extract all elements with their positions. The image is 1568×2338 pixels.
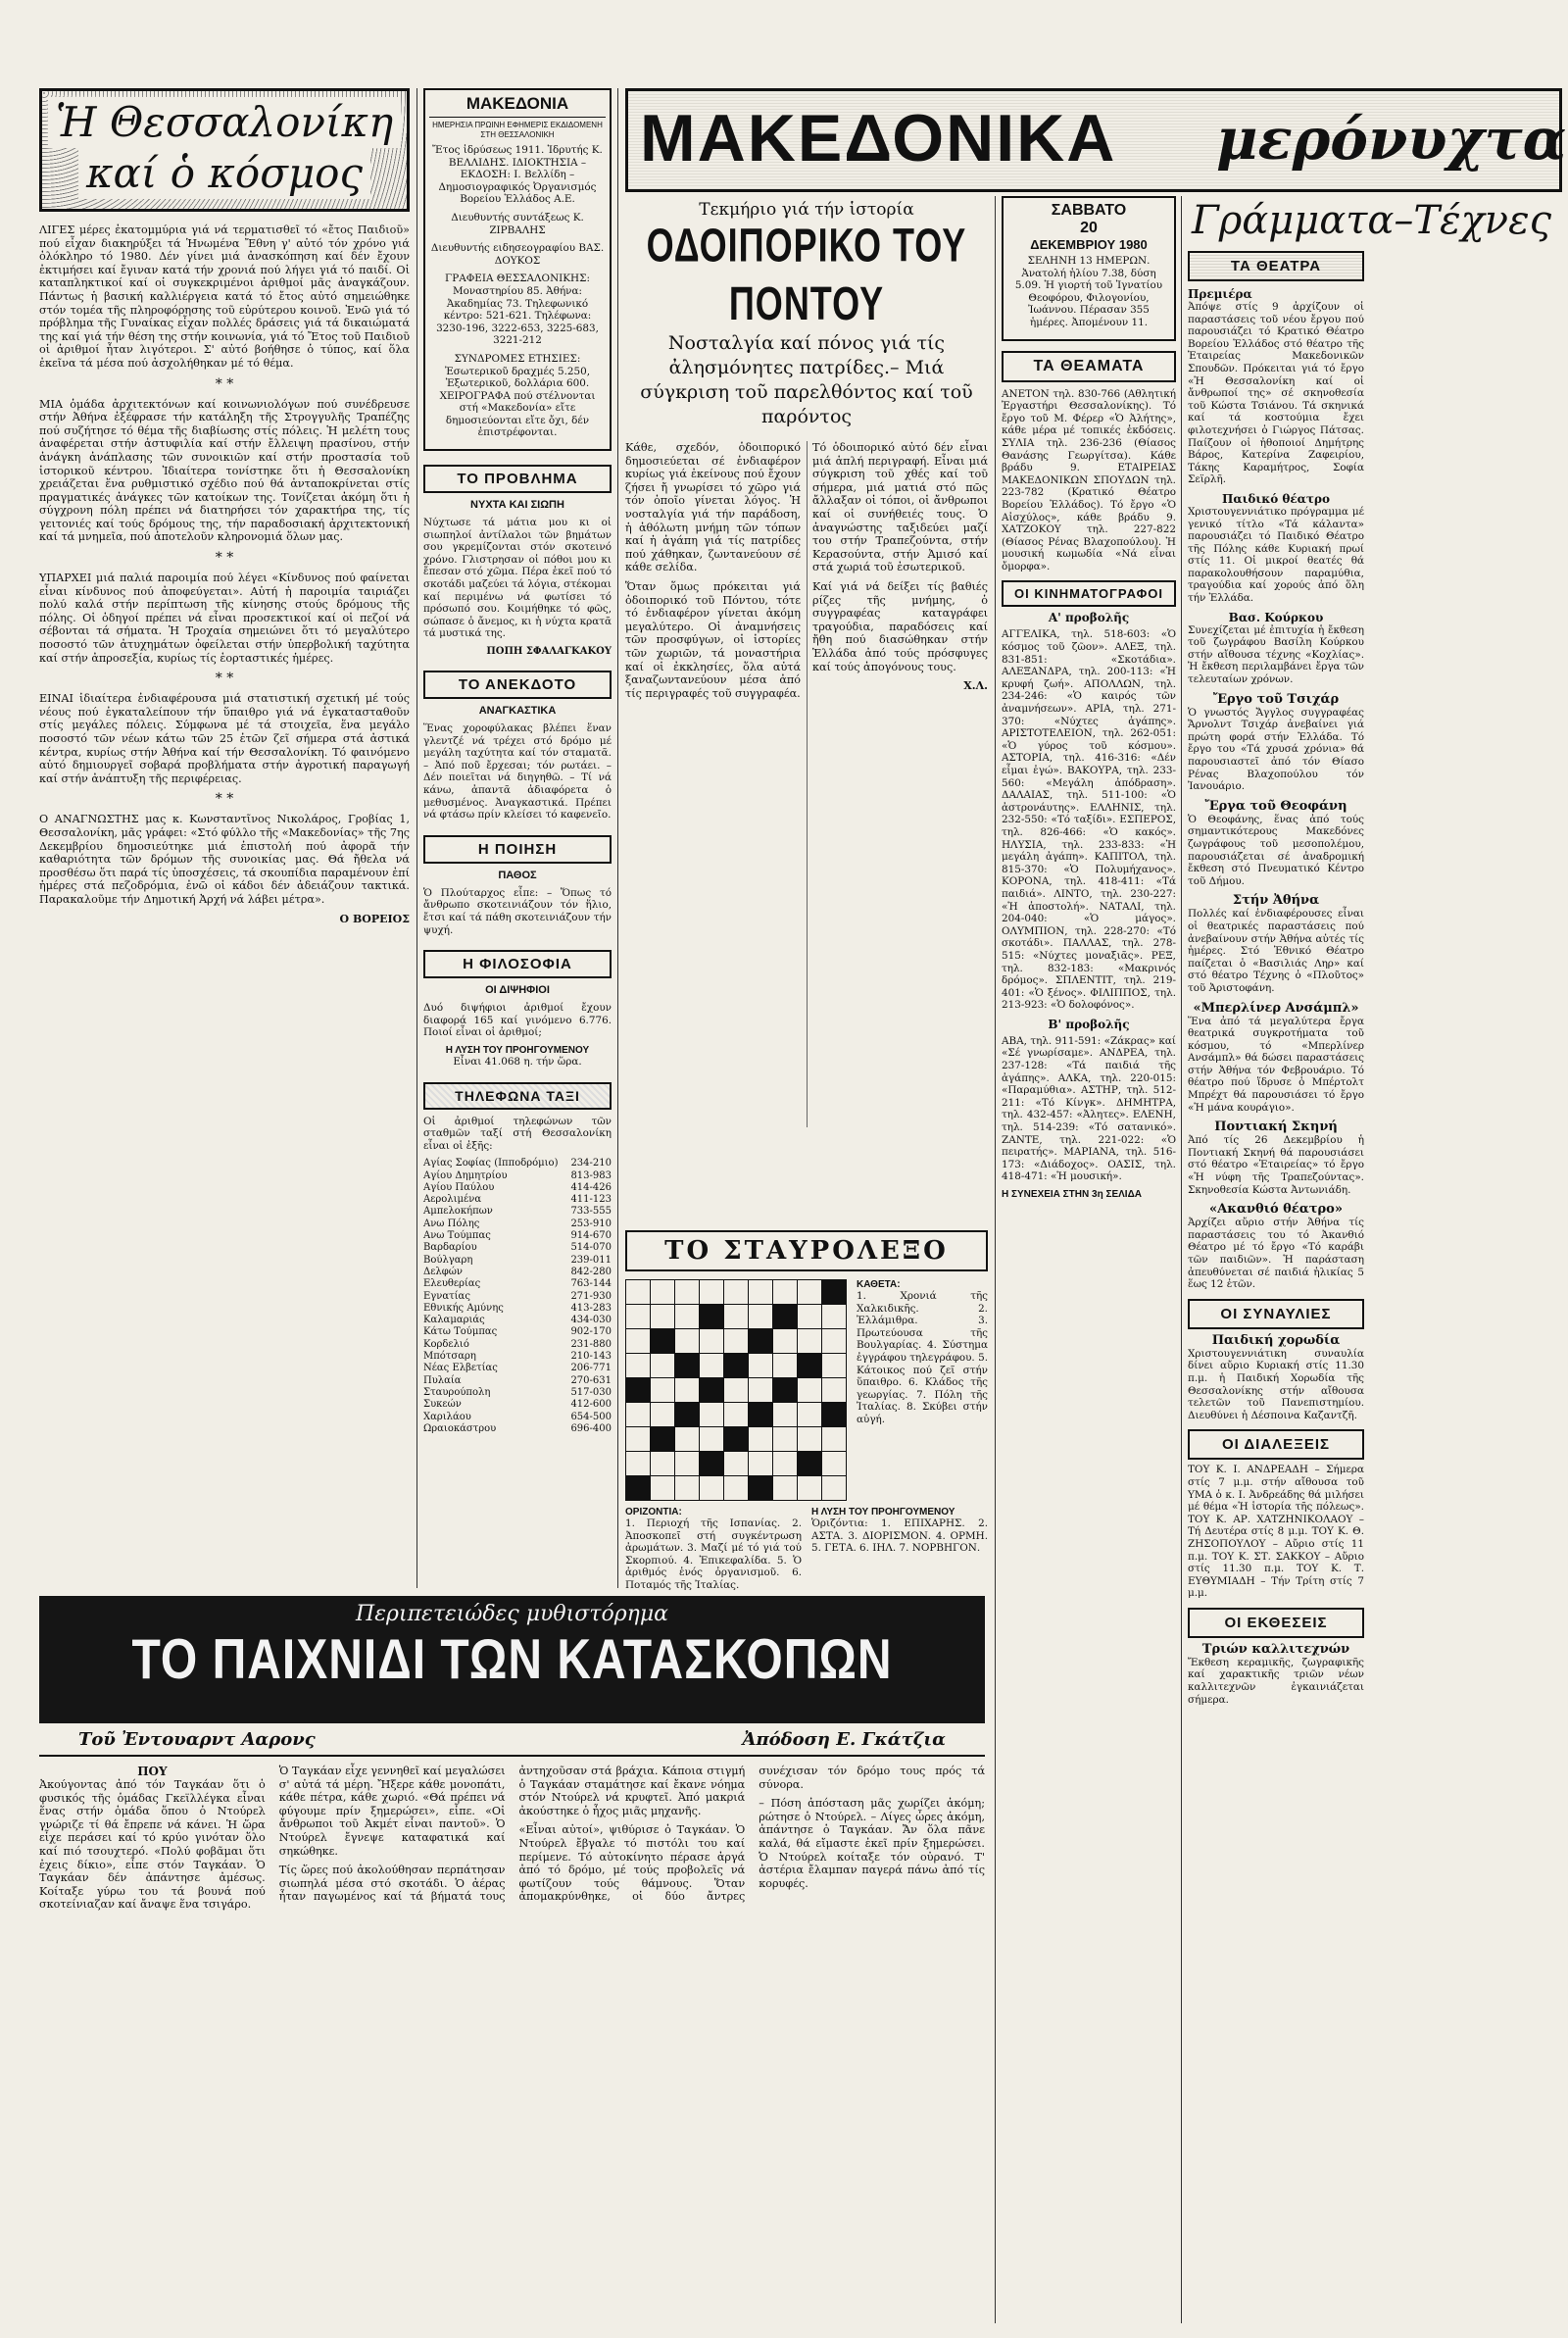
crossword-cell <box>798 1476 822 1501</box>
left-header-title: Ἡ Θεσσαλονίκη <box>48 97 401 148</box>
serial-kicker: Περιπετειώδες μυθιστόρημα <box>356 1602 668 1626</box>
taxi-phone: 813-983 <box>570 1169 612 1181</box>
athens-heading: Στήν Ἀθήνα <box>1232 893 1320 909</box>
article-paragraph: Ο ΑΝΑΓΝΩΣΤΗΣ μας κ. Κωνσταντῖνος Νικολάρος, Γροβίας 1, Θεσσαλονίκη, μᾶς γράφει: «Στό φύλλο τῆς «Μακεδονίας» τῆς 7ης Δεκεμβρίου δημοσιεύτηκε μιά ἐπιστολή πού ἀφορᾶ τήν καθαριότητα τῶν δρόμων τῆς συνοικίας μας. Θά ἤθελα νά προσθέσω ὅτι παρά τίς ὑποσχέσεις, τά σκουπίδια παραμένουν ἐπί ἡμέρες στά πεζοδρόμια, ἐνῶ οἱ κάδοι δέν ἀδειάζουν τακτικά. Παρακαλοῦμε τήν Δημοτική Ἀρχή νά λάβει μέτρα». <box>39 813 410 906</box>
article-paragraph: Τό ὁδοιπορικό αὐτό δέν εἶναι μιά ἁπλή περιγραφή. Εἶναι μιά σύγκριση τοῦ χθές καί τοῦ σήμερα, μιά ματιά στό πῶς ἄλλαξαν οἱ τόποι, οἱ ἄνθρωποι καί οἱ συνήθειές τους. Ὁ ἀναγνώστης ταξιδεύει μαζί του στήν Τραπεζούντα, στήν Κερασούντα, στήν Ἀμισό καί στά χωριά τοῦ ἐσωτερικοῦ. <box>812 441 988 574</box>
taxi-phone: 412-600 <box>570 1399 612 1411</box>
serial-paragraph: Τίς ὥρες πού ἀκολούθησαν περπάτησαν σιωπηλά μέσα στό σκοτάδι. Ὁ ἀέρας ἦταν παγωμένος καί τά βήματά τους ἀντηχοῦσαν στά βράχια. Κάποια στιγμή ὁ Ταγκάαν σταμάτησε καί ἔκανε νόημα στόν Ντούρελ νά κρυφτεῖ. Ἀπό μακριά ἀκούστηκε ὁ ἦχος μιᾶς μηχανῆς. <box>278 1765 746 1904</box>
kids-theater-text: Χριστουγεννιάτικο πρόγραμμα μέ γενικό τίτλο «Τά κάλαντα» παρουσιάζει τό Παιδικό Θέατρο τῆς Πόλης κάθε Κυριακή πρωί στίς 11. Οἱ μικροί θεατές θά παρακολουθήσουν παραμύθια, τραγούδια καί χορούς ἀπό ὅλη τήν Ἑλλάδα. <box>1188 505 1364 605</box>
taxi-row <box>423 1326 612 1338</box>
taxi-row <box>423 1303 612 1315</box>
crossword-cell <box>626 1476 651 1501</box>
akanthio-heading: «Ακανθιό θέατρο» <box>1209 1202 1343 1218</box>
taxi-row <box>423 1158 612 1169</box>
crossword-cell <box>773 1280 798 1305</box>
taxi-station: Αγίας Σοφίας (Ιπποδρόμιο) <box>423 1158 559 1169</box>
cinemas-heading: ΟΙ ΚΙΝΗΜΑΤΟΓΡΑΦΟΙ <box>1002 580 1176 607</box>
taxi-station: Αγίου Παύλου <box>423 1181 495 1193</box>
crossword-cell <box>651 1378 675 1403</box>
serial-author: Τοῦ Ἐντουαρντ Ααρονς <box>78 1729 316 1750</box>
crossword-cell <box>749 1403 773 1427</box>
taxi-row <box>423 1194 612 1206</box>
crossword-cell <box>700 1452 724 1476</box>
separator-stars: * * <box>215 671 234 687</box>
serial-banner <box>39 1596 985 1723</box>
pontus-subtitle: Νοσταλγία καί πόνος γιά τίς ἀλησμόνητες πατρίδες.– Μιά σύγκριση τοῦ παρελθόντος καί τοῦ παρόντος <box>640 332 973 427</box>
taxi-phone: 271-930 <box>570 1290 612 1302</box>
crossword-cell <box>749 1305 773 1329</box>
poetry-heading: Η ΠΟΙΗΣΗ <box>423 835 612 864</box>
taxi-row <box>423 1351 612 1363</box>
pontus-article <box>625 196 988 1176</box>
taxi-phone: 270-631 <box>570 1374 612 1386</box>
athens-text: Πολλές καί ἐνδιαφέρουσες εἶναι οἱ θεατρικές παραστάσεις πού ἀνεβαίνουν στήν Ἀθήνα αὐτές τίς ἡμέρες. Στό Ἐθνικό Θέατρο παίζεται ὁ «Βασιλιάς Ληρ» καί στό θέατρο Τέχνης ὁ «Πλοῦτος» τοῦ Ἀριστοφάνη. <box>1188 908 1364 994</box>
separator-stars: * * <box>215 550 234 567</box>
crossword-cell <box>724 1354 749 1378</box>
crossword-cell <box>651 1427 675 1452</box>
taxi-row <box>423 1363 612 1374</box>
crossword-cell <box>749 1280 773 1305</box>
crossword-cell <box>651 1354 675 1378</box>
crossword-cell <box>773 1305 798 1329</box>
taxi-station: Εθνικής Αμύνης <box>423 1302 504 1314</box>
taxi-station: Κορδελιό <box>423 1338 469 1350</box>
serial-credits <box>39 1727 985 1757</box>
theater-listings: ΑΝΕΤΟΝ τηλ. 830-766 (Αθλητική Ἐργαστήρι Θεσσαλονίκης). Τό ἔργο τοῦ Μ. Φέρερ «Ὁ Ἀλήτης», κάθε μέρα μέ τοπικές ἐκδόσεις. ΣΥΛΙΑ τηλ. 236-236 (Θίασος Θανάσης Γεωργίτσα). Κάθε βράδυ 9. ΕΤΑΙΡΕΙΑΣ ΜΑΚΕΔΟΝΙΚΩΝ ΣΠΟΥΔΩΝ τηλ. 223-782 (Κρατικό Θέατρο Βορείου Ἑλλάδος). Τό ἔργο «Ὁ Αἰσχύλος», κάθε βράδυ 9. ΧΑΤΖΟΚΟΥ τηλ. 227-822 (Θίασος Ρένας Βλαχοπούλου). Ἡ μουσική κωμωδία «Νά εἶναι ὄμορφα». <box>1002 387 1176 572</box>
problem-heading: ΤΟ ΠΡΟΒΛΗΜΑ <box>423 465 612 493</box>
taxi-row <box>423 1315 612 1326</box>
pontus-signature: Χ.Λ. <box>963 679 988 693</box>
first-run-heading: Α' προβολῆς <box>1048 611 1130 625</box>
poetry-subheading: ΠΑΘΟΣ <box>498 869 537 881</box>
masthead-editor: Διευθυντής συντάξεως Κ. ΖΙΡΒΑΛΗΣ <box>451 211 584 236</box>
crossword-heading: ΤΟ ΣΤΑΥΡΟΛΕΞΟ <box>625 1230 988 1271</box>
taxi-phone: 654-500 <box>570 1411 612 1422</box>
left-header-box <box>39 88 410 212</box>
crossword-cell <box>626 1354 651 1378</box>
crossword-cell <box>724 1305 749 1329</box>
date-day: ΣΑΒΒΑΤΟ <box>1051 202 1127 219</box>
masthead-tagline: ΗΜΕΡΗΣΙΑ ΠΡΩΙΝΗ ΕΦΗΜΕΡΙΣ ΕΚΔΙΔΟΜΕΝΗ ΣΤΗ ΘΕΣΣΑΛΟΝΙΚΗ <box>432 121 603 139</box>
theaters-heading: ΤΑ ΘΕΑΤΡΑ <box>1188 251 1364 281</box>
crossword-grid <box>625 1279 847 1501</box>
taxi-station: Ανω Τούμπας <box>423 1230 491 1242</box>
taxi-station: Αγίου Δημητρίου <box>423 1169 508 1181</box>
serial-title: ΤΟ ΠΑΙΧΝΙΔΙ ΤΩΝ ΚΑΤΑΣΚΟΠΩΝ <box>131 1628 893 1692</box>
taxi-phone: 210-143 <box>570 1351 612 1363</box>
pontic-stage-text: Ἀπό τίς 26 Δεκεμβρίου ἡ Ποντιακή Σκηνή θά παρουσιάσει στό θέατρο «Ἑταιρείας» τό ἔργο «Ἡ νύφη τῆς Τραπεζούντας». Σκηνοθεσία Κώστα Ἀντωνιάδη. <box>1188 1134 1364 1196</box>
taxi-row <box>423 1412 612 1423</box>
article-paragraph: ΕΙΝΑΙ ἰδιαίτερα ἐνδιαφέρουσα μιά στατιστική σχετική μέ τούς νέους πού ἐγκαταλείπουν τήν ὕπαιθρο γιά νά ἐγκατασταθοῦν στίς μεγάλες πόλεις. Σύμφωνα μέ τά στοιχεῖα, ἕνα μεγάλο ποσοστό τῶν νέων κάτω τῶν 25 ἐτῶν ζεῖ σήμερα στά ἀστικά κέντρα, κυρίως στήν Ἀθήνα καί τήν Θεσσαλονίκη. Τό φαινόμενο αὐτό δημιουργεῖ σοβαρά προβλήματα στήν ἀγροτική παραγωγή καί στήν ἀνάπτυξη τῆς περιφέρειας. <box>39 692 410 785</box>
masthead-news-editor: Διευθυντής ειδησεογραφίου ΒΑΣ. ΔΟΥΚΟΣ <box>430 242 605 267</box>
taxi-phone: 763-144 <box>570 1278 612 1290</box>
taxi-phone: 902-170 <box>570 1326 612 1338</box>
column-rule <box>1181 196 1182 2323</box>
taxi-row <box>423 1219 612 1230</box>
crossword-cell <box>773 1378 798 1403</box>
crossword-cell <box>651 1329 675 1354</box>
crossword-cell <box>822 1452 847 1476</box>
crossword-cell <box>798 1354 822 1378</box>
crossword-cell <box>822 1476 847 1501</box>
taxi-row <box>423 1387 612 1399</box>
crossword-cell <box>798 1427 822 1452</box>
crossword-cell <box>822 1403 847 1427</box>
pontus-title: ΟΔΟΙΠΟΡΙΚΟ ΤΟΥ ΠΟΝΤΟΥ <box>646 217 967 330</box>
poetry-text: Ὁ Πλούταρχος εἶπε: – Ὅπως τό ἄνθρωπο σκοτεινιάζουν τόν ἥλιο, ἔτσι καί τά πάθη σκοτεινιάζουν τήν ψυχή. <box>423 886 612 936</box>
ensemble-heading: «Μπερλίνερ Ανσάμπλ» <box>1193 1000 1359 1016</box>
taxi-row <box>423 1291 612 1303</box>
second-run-heading: Β' προβολῆς <box>1048 1017 1130 1031</box>
problem-subheading: ΝΥΧΤΑ ΚΑΙ ΣΙΩΠΗ <box>470 499 564 512</box>
crossword-cell <box>822 1427 847 1452</box>
continued-note: Η ΣΥΝΕΧΕΙΑ ΣΤΗΝ 3η ΣΕΛΙΔΑ <box>1002 1189 1142 1200</box>
taxi-station: Εγνατίας <box>423 1290 470 1302</box>
taxi-station: Ανω Πόλης <box>423 1218 480 1229</box>
taxi-phone: 231-880 <box>570 1338 612 1350</box>
date-box <box>1002 196 1176 341</box>
taxi-station: Αερολιμένα <box>423 1194 482 1206</box>
crossword-cell <box>724 1452 749 1476</box>
crossword-clues-down <box>857 1279 988 1501</box>
crossword-cell <box>626 1280 651 1305</box>
crossword-cell <box>700 1427 724 1452</box>
taxi-station: Χαριλάου <box>423 1411 471 1422</box>
crossword-cell <box>700 1403 724 1427</box>
taxi-station: Δελφών <box>423 1266 463 1277</box>
down-heading: ΚΑΘΕΤΑ: <box>857 1279 901 1290</box>
taxi-phone: 411-123 <box>570 1194 612 1206</box>
choir-heading: Παιδική χορωδία <box>1211 1332 1341 1348</box>
left-header-subtitle: καί ὁ κόσμος <box>78 148 370 199</box>
taxi-phone: 842-280 <box>570 1266 612 1277</box>
across-clues: 1. Περιοχή τῆς Ισπανίας. 2. Ἀποσκοπεῖ στή συγκέντρωση ἀρωμάτων. 3. Μαζί μέ τό γιά τού Σκορπιού. 4. Ἐπικεφαλίδα. 5. Ὁ ἀριθμός ἑνός ὀργανισμοῦ. 6. Ποταμός τῆς Ἰταλίας. <box>625 1517 802 1591</box>
taxi-phone: 234-210 <box>570 1158 612 1169</box>
info-column <box>423 88 612 1588</box>
crossword-cell <box>651 1280 675 1305</box>
crossword-cell <box>724 1329 749 1354</box>
exhibition-text: Ἔκθεση κεραμικῆς, ζωγραφικῆς καί χαρακτικῆς τριῶν νέων καλλιτεχνῶν ἐγκαινιάζεται σήμερα. <box>1188 1656 1364 1706</box>
article-paragraph: ΥΠΑΡΧΕΙ μιά παλιά παροιμία πού λέγει «Κίνδυνος πού φαίνεται εἶναι κίνδυνος πού ἀποφεύγεται». Αὐτή ἡ παροιμία ταιριάζει πολύ καλά στήν περίπτωση τῆς κίνησης στούς δρόμους τῆς πόλης. Οἱ ὁδηγοί πρέπει νά εἶναι προσεκτικοί καί οἱ πεζοί νά σέβονται τά σήματα. Ἡ Τροχαία σημειώνει ὅτι τό μεγαλύτερο ποσοστό τῶν ἀτυχημάτων ὀφείλεται στήν ὑπερβολική ταχύτητα καί στήν ἀπροσεξία, κυρίως τίς ἑορταστικές ἡμέρες. <box>39 572 410 665</box>
crossword-cell <box>651 1476 675 1501</box>
arts-title: Γράμματα–Τέχνες <box>1192 198 1551 243</box>
choir-text: Χριστουγεννιάτικη συναυλία δίνει αὔριο Κυριακή στίς 11.30 π.μ. ἡ Παιδική Χορωδία τῆς Θεσσαλονίκης στήν αἴθουσα τελετῶν τοῦ Πανεπιστημίου. Διευθύνει ἡ Δέσποινα Καζαντζῆ. <box>1188 1347 1364 1421</box>
main-title-secondary: μερόνυχτα <box>1216 106 1567 173</box>
taxi-intro: Οἱ ἀριθμοί τηλεφώνων τῶν σταθμῶν ταξί στή Θεσσαλονίκη εἶναι οἱ ἑξῆς: <box>423 1115 612 1152</box>
taxi-row <box>423 1170 612 1182</box>
crossword-cell <box>700 1378 724 1403</box>
taxi-station: Βούλγαρη <box>423 1254 473 1266</box>
masthead-subscriptions: ΣΥΝΔΡΟΜΕΣ ΕΤΗΣΙΕΣ: Ἐσωτερικοῦ δραχμές 5.250, Ἐξωτερικοῦ, δολλάρια 600. ΧΕΙΡΟΓΡΑΦΑ πού στέλνονται στή «Μακεδονία» εἴτε δημοσιεύονται εἴτε ὄχι, δέν ἐπιστρέφονται. <box>439 352 596 439</box>
taxi-station: Βαρδαρίου <box>423 1242 477 1254</box>
column-rule <box>416 88 417 1588</box>
separator-stars: * * <box>215 375 234 392</box>
crossword-section <box>625 1230 988 1591</box>
crossword-cell <box>675 1452 700 1476</box>
main-title-primary: ΜΑΚΕΔΟΝΙΚΑ <box>640 101 1117 175</box>
previous-solution-text: Εἶναι 41.068 η. τήν ὥρα. <box>453 1055 582 1068</box>
date-number: 20 <box>1080 220 1098 236</box>
taxi-station: Αμπελοκήπων <box>423 1206 493 1218</box>
taxi-row <box>423 1242 612 1254</box>
lectures-heading: ΟΙ ΔΙΑΛΕΞΕΙΣ <box>1188 1429 1364 1460</box>
taxi-row <box>423 1206 612 1218</box>
crossword-cell <box>724 1476 749 1501</box>
crossword-cell <box>626 1329 651 1354</box>
pontus-body <box>625 441 988 1127</box>
crossword-cell <box>822 1378 847 1403</box>
crossword-cell <box>626 1305 651 1329</box>
problem-poem: Νύχτωσε τά μάτια μου κι οἱ σιωπηλοί ἀντίλαλοι τῶν βημάτων σου γκρεμίζονται στόν σκοτεινό χρόνο. Γλιστρησαν οἱ πόθοι μου κι ἔπεσαν στό χῶμα. Πέρα ἐκεῖ πού τό σκοτάδι μαζεύει τά λόγια, στέκομαι καί περιμένω νά φωτίσει τό πρόσωπό σου. Κοιμήθηκε τό φῶς, σώπασε ὁ ἄνεμος, κι ἡ νύχτα κρατᾶ τά μυστικά της. <box>423 517 612 640</box>
tsihar-heading: Ἔργο τοῦ Τσιχάρ <box>1212 691 1340 707</box>
serial-columns <box>39 1765 985 2323</box>
crossword-cell <box>724 1403 749 1427</box>
premiere-text: Ἀπόψε στίς 9 ἀρχίζουν οἱ παραστάσεις τοῦ νέου ἔργου πού παρουσιάζει τό Κρατικό Θέατρο Βορείου Ἑλλάδος στό θέατρο τῆς Ἑταιρείας Μακεδονικῶν Σπουδῶν. Πρόκειται γιά τό ἔργο «Ἡ Θεσσαλονίκη καί οἱ ἄνθρωποί της» σέ σκηνοθεσία τοῦ Κώστα Τσιάνου. Τά σκηνικά καί τά κοστούμια ἔχει φιλοτεχνήσει ὁ Γιώργος Πάτσας. Παίζουν οἱ ἠθοποιοί Δημήτρης Βάρος, Κατερίνα Ζαφειρίου, Τάκης Καραμήτρος, Σοφία Σεϊρλῆ. <box>1188 301 1364 486</box>
exhibitions-heading: ΟΙ ΕΚΘΕΣΕΙΣ <box>1188 1608 1364 1638</box>
anecdote-heading: ΤΟ ΑΝΕΚΔΟΤΟ <box>423 671 612 699</box>
taxi-row <box>423 1339 612 1351</box>
ensemble-text: Ἕνα ἀπό τά μεγαλύτερα ἔργα θεατρικά συγκροτήματα τοῦ κόσμου, τό «Μπερλίνερ Ανσάμπλ» θά δώσει παραστάσεις στήν Ἀθήνα τόν Φεβρουάριο. Τό θέατρο πού ἵδρυσε ὁ Μπέρτολτ Μπρέχτ θά παρουσιάσει τό ἔργο «Ἡ μάνα κουράγιο». <box>1188 1015 1364 1114</box>
solution-heading: Η ΛΥΣΗ ΤΟΥ ΠΡΟΗΓΟΥΜΕΝΟΥ <box>811 1507 956 1517</box>
anecdote-text: Ἕνας χοροφύλακας βλέπει ἕναν γλεντζέ νά τρέχει στό δρόμο μέ μεγάλη ταχύτητα καί τόν σταματᾶ. – Ἀπό ποῦ ἔρχεσαι; τόν ρωτάει. – Δέν ποιεῖται νά διηγηθῶ. – Τί νά κάνω, ἀπαντᾶ ἀδιαφόρετα ὁ μεθυσμένος. Ἀναγκαστικά. Πρέπει νά φτάσω πρίν κλείσει τό καφενεῖο. <box>423 722 612 821</box>
crossword-solution <box>811 1507 988 1598</box>
philosophy-subheading: ΟΙ ΔΙΨΗΦΙΟΙ <box>485 984 550 997</box>
crossword-cell <box>700 1329 724 1354</box>
taxi-phone: 413-283 <box>570 1302 612 1314</box>
serial-chapter: ΠΟΥ <box>137 1765 168 1778</box>
crossword-grid-wrap <box>625 1279 847 1501</box>
previous-solution-heading: Η ΛΥΣΗ ΤΟΥ ΠΡΟΗΓΟΥΜΕΝΟΥ <box>445 1044 590 1056</box>
taxi-station: Καλαμαριάς <box>423 1315 485 1326</box>
crossword-cell <box>798 1305 822 1329</box>
pontic-stage-heading: Ποντιακή Σκηνή <box>1214 1119 1338 1135</box>
article-paragraph: Καί γιά νά δείξει τίς βαθιές ρίζες τῆς μνήμης, ὁ συγγραφέας καταγράφει τραγούδια, παραδόσεις καί ἤθη πού διασώθηκαν στήν Ἑλλάδα ἀπό τούς πρόσφυγες καί τούς ἀπογόνους τους. <box>812 579 988 673</box>
crossword-cell <box>675 1354 700 1378</box>
crossword-cell <box>675 1305 700 1329</box>
crossword-cell <box>675 1378 700 1403</box>
article-paragraph: Ὅταν ὅμως πρόκειται γιά ὁδοιπορικό τοῦ Πόντου, τότε τό ἐνδιαφέρον γίνεται ἀκόμη μεγαλύτερο. Οἱ ἀναμνήσεις τῶν προσφύγων, οἱ ἱστορίες τῶν χωριῶν, τά μοναστήρια καί οἱ ἐκκλησίες, ὅλα αὐτά ξαναζωντανεύουν μέσα ἀπό τίς περιγραφές τοῦ συγγραφέα. <box>625 579 801 700</box>
crossword-cell <box>724 1427 749 1452</box>
author-signature: Ο ΒΟΡΕΙΟΣ <box>339 912 410 925</box>
kids-theater-heading: Παιδικό θέατρο <box>1222 491 1330 506</box>
crossword-cell <box>822 1329 847 1354</box>
crossword-cell <box>822 1280 847 1305</box>
taxi-row <box>423 1230 612 1242</box>
serial-paragraph: Ἀκούγοντας ἀπό τόν Ταγκάαν ὅτι ὁ φυσικός τῆς ὁμάδας Γκεϊλλέγκα εἶναι ἕνας στήν ὁμάδα ὅπου ὁ Ντούρελ γνώριζε τί θά ἔπρεπε νά κάνει. Ἡ ὥρα εἶχε περάσει καί τό κρύο γινόταν ὅλο καί πιό τσουχτερό. «Πολύ φοβᾶμαι ὅτι ἐχεις δίκιο», εἶπε στόν Ταγκάαν. Ὁ Ταγκάαν δέν ἀπάντησε ἀμέσως. Κοίταξε γύρω του τά βουνά πού σκοτείνιαζαν καί ἄναψε ἕνα τσιγάρο. <box>39 1778 266 1912</box>
serial-paragraph: – Πόση ἀπόσταση μᾶς χωρίζει ἀκόμη; ρώτησε ὁ Ντούρελ. – Λίγες ὧρες ἀκόμη, ἀπάντησε ὁ Ταγκάαν. Ἄν ὅλα πᾶνε καλά, θά εἴμαστε ἐκεῖ πρίν ξημερώσει. Ὁ Ντούρελ κοίταξε τόν οὐρανό. Τ' ἀστέρια ἔλαμπαν παγερά πάνω ἀπό τίς κορυφές. <box>759 1797 985 1890</box>
down-clues: 1. Χρονιά τῆς Χαλκιδικῆς. 2. Ἐλλάμιθρα. 3. Πρωτεύουσα τῆς Βουλγαρίας. 4. Σύστημα ἐγγράφου τηλεγράφου. 5. Κάτοικος πού ζεῖ στήν ὕπαιθρο. 6. Κλάδος τῆς γεωργίας. 7. Πόλη τῆς Ἰταλίας. 8. Σκύβει στήν αὐγή. <box>857 1290 988 1425</box>
taxi-phone: 514-070 <box>570 1242 612 1254</box>
listings-column <box>1002 196 1176 2323</box>
cinema-listings-second: ΑΒΑ, τηλ. 911-591: «Ζάκρας» καί «Σέ γνωρίσαμε». ΑΝΔΡΕΑ, τηλ. 237-128: «Τά παιδιά τῆς ἀγάπης». ΑΛΚΑ, τηλ. 220-015: «Παραμύθια». ΑΣΤΗΡ, τηλ. 512-211: «Τό Κίνγκ». ΔΗΜΗΤΡΑ, τηλ. 432-457: «Ἀλητες». ΕΛΕΝΗ, τηλ. 514-239: «Τό σατανικό». ΖΑΝΤΕ, τηλ. 221-022: «Ὁ πειρατής». ΜΑΡΙΑΝΑ, τηλ. 516-173: «Διάδοχος». ΟΑΣΙΣ, τηλ. 418-471: «Ἡ μουσική». <box>1002 1034 1176 1183</box>
taxi-phone: 733-555 <box>570 1206 612 1218</box>
serial-paragraph: «Εἶναι αὐτοί», ψιθύρισε ὁ Ταγκάαν. Ὁ Ντούρελ ἔβγαλε τό πιστόλι του καί περίμενε. Τό αὐτοκίνητο πέρασε ἀργά ἀπό τό δρόμο, μέ τούς προβολεῖς νά φωτίζουν τούς θάμνους. Ὅταν ἀπομακρύνθηκε, οἱ δύο ἄντρες συνέχισαν τόν δρόμο τους πρός τά σύνορα. <box>518 1765 985 1904</box>
crossword-cell <box>798 1280 822 1305</box>
crossword-cell <box>700 1280 724 1305</box>
date-info: ΣΕΛΗΝΗ 13 ΗΜΕΡΩΝ. Ἀνατολή ἡλίου 7.38, δύση 5.09. Ἡ γιορτή τοῦ Ἰγνατίου Θεοφόρου, Φιλογονίου, Ἰωάννου. Πέρασαν 355 ἡμέρες. Ἀπομένουν 11. <box>1014 255 1163 328</box>
taxi-station: Πυλαία <box>423 1374 462 1386</box>
separator-stars: * * <box>215 791 234 808</box>
crossword-cell <box>773 1329 798 1354</box>
lectures-text: ΤΟΥ Κ. Ι. ΑΝΔΡΕΑΔΗ – Σήμερα στίς 7 μ.μ. στήν αἴθουσα τοῦ ΥΜΑ ὁ κ. Ι. Ἀνδρεάδης θά μιλήσει μέ θέμα «Ἡ ἱστορία τῆς πόλεως». ΤΟΥ Κ. ΑΡ. ΧΑΤΖΗΝΙΚΟΛΑΟΥ – Τή Δευτέρα στίς 8 μ.μ. ΤΟΥ Κ. Θ. ΖΗΣΟΠΟΥΛΟΥ – Αὔριο στίς 11 π.μ. ΤΟΥ Κ. ΣΤ. ΣΑΚΚΟΥ – Αὔριο στίς 11.30 π.μ. ΤΟΥ Κ. Τ. ΕΥΘΥΜΙΑΔΗ – Τήν Τρίτη στίς 7 μ.μ. <box>1188 1464 1364 1600</box>
masthead-info: Ἔτος ἱδρύσεως 1911. Ἱδρυτής Κ. ΒΕΛΛΙΔΗΣ. ΙΔΙΟΚΤΗΣΙΑ – ΕΚΔΟΣΗ: Ι. Βελλίδη – Δημοσιογραφικός Ὀργανισμός Βορείου Ἑλλάδος Α.Ε. <box>432 144 603 206</box>
crossword-cell <box>749 1427 773 1452</box>
crossword-cell <box>798 1378 822 1403</box>
crossword-cell <box>700 1476 724 1501</box>
crossword-cell <box>773 1427 798 1452</box>
masthead-logo: ΜΑΚΕΔΟΝΙΑ <box>429 94 606 118</box>
masthead-box <box>423 88 612 451</box>
taxi-row <box>423 1423 612 1435</box>
crossword-cell <box>798 1403 822 1427</box>
taxi-phone: 253-910 <box>570 1218 612 1229</box>
crossword-cell <box>724 1378 749 1403</box>
crossword-cell <box>724 1280 749 1305</box>
pontus-kicker: Τεκμήριο γιά τήν ἱστορία <box>699 200 914 220</box>
taxi-row <box>423 1255 612 1267</box>
taxi-table <box>423 1158 612 1435</box>
tsihar-text: Ὁ γνωστός Ἄγγλος συγγραφέας Ἄρνολντ Τσιχάρ ἀνεβαίνει γιά πρώτη φορά στήν Ἑλλάδα. Τό ἔργο του «Τά χρυσά χρόνια» θά παρουσιαστεῖ ἀπό τόν Θίασο Ρένας Βλαχοπούλου τόν Ἰανουάριο. <box>1188 706 1364 793</box>
concerts-heading: ΟΙ ΣΥΝΑΥΛΙΕΣ <box>1188 1299 1364 1329</box>
crossword-clues-across <box>625 1507 802 1598</box>
crossword-cell <box>773 1452 798 1476</box>
crossword-cell <box>749 1378 773 1403</box>
crossword-cell <box>798 1452 822 1476</box>
crossword-cell <box>700 1354 724 1378</box>
across-heading: ΟΡΙΖΟΝΤΙΑ: <box>625 1507 682 1517</box>
article-paragraph: Κάθε, σχεδόν, ὁδοιπορικό δημοσιεύεται σέ ἐνδιαφέρον κυρίως γιά ἐκείνους πού ἔχουν ζήσει ἤ γνωρίσει τό χῶρο γιά τόν ὁποῖο γίνεται λόγος. Ἡ νοσταλγία γιά τήν παράδοση, ἡ ἀθόλωτη μνήμη τῶν τόπων καί ἡ ἀγάπη γιά τίς πατρίδες πού χάθηκαν, ζωντανεύουν σέ κάθε σελίδα. <box>625 441 801 574</box>
premiere-heading: Πρεμιέρα <box>1188 287 1252 301</box>
taxi-phone: 239-011 <box>570 1254 612 1266</box>
crossword-cell <box>675 1329 700 1354</box>
taxi-station: Νέας Ελβετίας <box>423 1363 498 1374</box>
theofanis-heading: Ἔργα τοῦ Θεοφάνη <box>1204 798 1348 814</box>
solution-text: Ὁριζόντια: 1. ΕΠΙΧΑΡΗΣ. 2. ΑΣΤΑ. 3. ΔΙΟΡΙΣΜΟΝ. 4. ΟΡΜΗ. 5. ΓΕΤΑ. 6. ΙΗΛ. 7. ΝΟΡΒΗΓΟΝ. <box>811 1517 988 1555</box>
column-rule <box>617 88 618 1588</box>
shows-heading: ΤΑ ΘΕΑΜΑΤΑ <box>1002 351 1176 382</box>
crossword-cell <box>651 1403 675 1427</box>
crossword-cell <box>626 1427 651 1452</box>
akanthio-text: Ἀρχίζει αὔριο στήν Ἀθήνα τίς παραστάσεις του τό Ἀκανθιό Θέατρο μέ τό ἔργο «Τό καράβι τῶν παιδιῶν». Ἡ παράσταση ἀπευθύνεται σέ παιδιά ἡλικίας 5 ἕως 12 ἐτῶν. <box>1188 1217 1364 1291</box>
serial-paragraph: Ὁ Ταγκάαν εἶχε γεννηθεῖ καί μεγαλώσει σ' αὐτά τά μέρη. Ἤξερε κάθε μονοπάτι, κάθε πέτρα, κάθε χωριό. «Θά πρέπει νά φύγουμε πρίν ξημερώσει», εἶπε. «Οἱ ἄνθρωποι τοῦ Ἀκμέτ εἶναι παντοῦ». Ὁ Ντούρελ ἔγνεψε καταφατικά καί σηκώθηκε. <box>278 1765 506 1858</box>
taxi-phone: 914-670 <box>570 1230 612 1242</box>
taxi-row <box>423 1375 612 1387</box>
crossword-cell <box>822 1305 847 1329</box>
philosophy-text: Δυό διψήφιοι ἀριθμοί ἔχουν διαφορά 165 καί γινόμενο 6.776. Ποιοί εἶναι οἱ ἀριθμοί; <box>423 1002 612 1039</box>
philosophy-heading: Η ΦΙΛΟΣΟΦΙΑ <box>423 950 612 978</box>
crossword-cell <box>675 1280 700 1305</box>
crossword-cell <box>773 1476 798 1501</box>
taxi-row <box>423 1278 612 1290</box>
anecdote-subheading: ΑΝΑΓΚΑΣΤΙΚΑ <box>478 705 557 717</box>
crossword-cell <box>749 1452 773 1476</box>
arts-column <box>1188 196 1560 2323</box>
taxi-phone: 414-426 <box>570 1181 612 1193</box>
cinema-listings: ΑΓΓΕΛΙΚΑ, τηλ. 518-603: «Ὁ κόσμος τοῦ ζῶον». ΑΛΕΞ, τηλ. 831-851: «Σκοτάδια». ΑΛΕΞΑΝΔΡΑ, τηλ. 200-113: «Ἡ κρυφή ζωή». ΑΠΟΛΛΩΝ, τηλ. 234-246: «Ὁ καιρός τῶν ἀναμνήσεων». ΑΡΙΑ, τηλ. 271-370: «Νύχτες ἀγάπης». ΑΡΙΣΤΟΤΕΛΕΙΟΝ, τηλ. 262-051: «Ὁ γύρος τοῦ κόσμου». ΑΣΤΟΡΙΑ, τηλ. 416-316: «Δέν εἶμαι ἐγώ». ΒΑΚΟΥΡΑ, τηλ. 233-560: «Μεγάλη ἀπόδραση». ΔΑΛΑΙΑΣ, τηλ. 511-100: «Ὁ ἀστρονάυτης». ΕΛΛΗΝΙΣ, τηλ. 232-550: «Τό ταξίδι». ΕΣΠΕΡΟΣ, τηλ. 826-466: «Ὁ κακός». ΗΛΥΣΙΑ, τηλ. 233-833: «Ἡ μεγάλη ἀγάπη». ΚΑΠΙΤΟΛ, τηλ. 815-370: «Ὁ Πολυμήχανος». ΚΟΡΟΝΑ, τηλ. 418-411: «Τά παιδιά». ΛΙΝΤΟ, τηλ. 230-227: «Ἡ ἀποστολή». ΝΑΤΑΛΙ, τηλ. 204-040: «Ὁ μάγος». ΟΛΥΜΠΙΟΝ, τηλ. 228-270: «Τό σκοτάδι». ΠΑΛΛΑΣ, τηλ. 278-515: «Νύχτες μοναξιᾶς». ΡΕΞ, τηλ. 832-183: «Μακρινός δρόμος». ΣΠΛΕΝΤΙΤ, τηλ. 219-401: «Ὁ ξένος». ΦΙΛΙΠΠΟΣ, τηλ. 213-923: «Ὁ δολοφόνος». <box>1002 628 1176 1012</box>
crossword-cell <box>749 1476 773 1501</box>
taxi-phone: 517-030 <box>570 1386 612 1398</box>
taxi-phone: 434-030 <box>570 1315 612 1326</box>
crossword-cell <box>675 1476 700 1501</box>
serial-body <box>39 1765 985 2323</box>
crossword-cell <box>822 1354 847 1378</box>
taxi-row <box>423 1267 612 1278</box>
left-column <box>39 88 410 1588</box>
exhibition-subheading: Τριών καλλιτεχνών <box>1201 1641 1350 1657</box>
taxi-phone: 206-771 <box>570 1363 612 1374</box>
taxi-row <box>423 1399 612 1411</box>
taxi-phone: 696-400 <box>570 1422 612 1434</box>
crossword-cell <box>749 1329 773 1354</box>
crossword-cell <box>651 1452 675 1476</box>
article-paragraph: ΜΙΑ ὁμάδα ἀρχιτεκτόνων καί κοινωνιολόγων πού συνέδρευσε στήν Ἀθήνα ἐξέφρασε τήν κατάληξη τῆς Στρογγυλῆς Τραπέζης πού συζήτησε τό θέμα τῆς διαβίωσης στίς πόλεις. Ἡ μελέτη τους ἀναφέρεται στήν ἀστυφιλία καί στήν ἔλλειψη πρασίνου, στήν ἀνάγκη ἀνάπλασης τῶν συνοικιῶν καί στήν προστασία τοῦ ἱστορικοῦ κέντρου. Ἰδιαίτερα τονίστηκε ὅτι ἡ Θεσσαλονίκη χρειάζεται ἕνα ρυθμιστικό σχέδιο πού θά ἀνταποκρίνεται στίς πραγματικές ἀνάγκες τῶν κατοίκων της. Τονίζεται ἀκόμη ὅτι ἡ σύγχρονη πόλη πρέπει νά διατηρήσει τόν χαρακτήρα της, τίς γειτονιές καί τούς δρόμους της, τήν παραδοσιακή ἀρχιτεκτονική καί τά μνημεῖα, πού ἀποτελοῦν κληρονομιά ὅλων μας. <box>39 397 410 544</box>
crossword-cell <box>626 1403 651 1427</box>
poem-author: ΠΟΠΗ ΣΦΑΛΑΓΚΑΚΟΥ <box>486 646 612 657</box>
crossword-cell <box>773 1403 798 1427</box>
taxi-station: Κάτω Τούμπας <box>423 1326 498 1338</box>
taxi-station: Μπότσαρη <box>423 1351 476 1363</box>
kourkos-heading: Βασ. Κούρκου <box>1228 610 1324 624</box>
theofanis-text: Ὁ Θεοφάνης, ἕνας ἀπό τούς σημαντικότερους Μακεδόνες ζωγράφους τοῦ μεσοπολέμου, παρουσιάζεται σέ ἀναδρομική ἔκθεση στό Πνευματικό Κέντρο τοῦ Δήμου. <box>1188 813 1364 887</box>
crossword-cell <box>700 1305 724 1329</box>
main-title-banner <box>625 88 1567 192</box>
crossword-cell <box>773 1354 798 1378</box>
crossword-cell <box>675 1427 700 1452</box>
crossword-cell <box>626 1378 651 1403</box>
crossword-cell <box>675 1403 700 1427</box>
serial-translator: Ἀπόδοση Ε. Γκάτζια <box>742 1729 946 1750</box>
taxi-row <box>423 1182 612 1194</box>
crossword-cell <box>651 1305 675 1329</box>
date-month: ΔΕΚΕΜΒΡΙΟΥ 1980 <box>1030 237 1148 252</box>
masthead-offices: ΓΡΑΦΕΙΑ ΘΕΣΣΑΛΟΝΙΚΗΣ: Μοναστηρίου 85. Ἀθήνα: Ἀκαδημίας 73. Τηλεφωνικό κέντρο: 521-621. Τηλέφωνα: 3230-196, 3222-653, 3225-683, 3221-212 <box>436 273 599 347</box>
taxi-station: Συκεών <box>423 1399 462 1411</box>
kourkos-text: Συνεχίζεται μέ ἐπιτυχία ἡ ἔκθεση τοῦ ζωγράφου Βασίλη Κούρκου στήν αἴθουσα τέχνης «Κοχλίας». Ἡ ἔκθεση περιλαμβάνει ἔργα τῶν τελευταίων χρόνων. <box>1188 623 1364 686</box>
taxi-station: Ελευθερίας <box>423 1278 481 1290</box>
article-paragraph: ΛΙΓΕΣ μέρες ἐκατομμύρια γιά νά τερματισθεῖ τό «ἔτος Παιδιοῦ» πού εἶχαν διακηρύξει τά Ἡνωμένα Ἔθνη γ' αὐτό τόν χρόνο γιά ὁλόκληρο τό 1980. Δέν γίνει μιά ἀνασκόπηση καί δέν ἔχουν ἐκτιμήσει καί ἔγιναν κατά τήν χρονιά πού λήγει γιά τό παιδί. Οἱ καταπληκτικοί καί οἱ συγκεκριμένοι ἀριθμοί μᾶς ἀναγκάζουν. Πάντως ἡ βασική καλλιέργεια κατά τό ἔτος αὐτό σημειώθηκε στόν τομέα τῆς πληροφόρησης τοῦ εὐρύτερου κοινοῦ. Ἐνῶ γιά τό πρόβλημα τῆς Γυναίκας εἶχαν πολλές δράσεις γιά τά δικαιώματά της καί γιά τήν θέση της στήν κοινωνία, γιά τό Ἔτος τοῦ Παιδιοῦ οἱ ἀριθμοί ἦταν λιγότεροι. Σ' αὐτό βοήθησε ὁ τύπος, καί ὅλα ἐκεῖνα τά μέσα πού ἀσχολήθηκαν μέ τό θέμα. <box>39 224 410 370</box>
crossword-cell <box>749 1354 773 1378</box>
crossword-cell <box>798 1329 822 1354</box>
taxi-heading: ΤΗΛΕΦΩΝΑ ΤΑΞΙ <box>423 1082 612 1110</box>
taxi-station: Σταυρούπολη <box>423 1386 491 1398</box>
column-rule <box>995 196 996 2323</box>
taxi-station: Ωραιοκάστρου <box>423 1422 497 1434</box>
crossword-cell <box>626 1452 651 1476</box>
